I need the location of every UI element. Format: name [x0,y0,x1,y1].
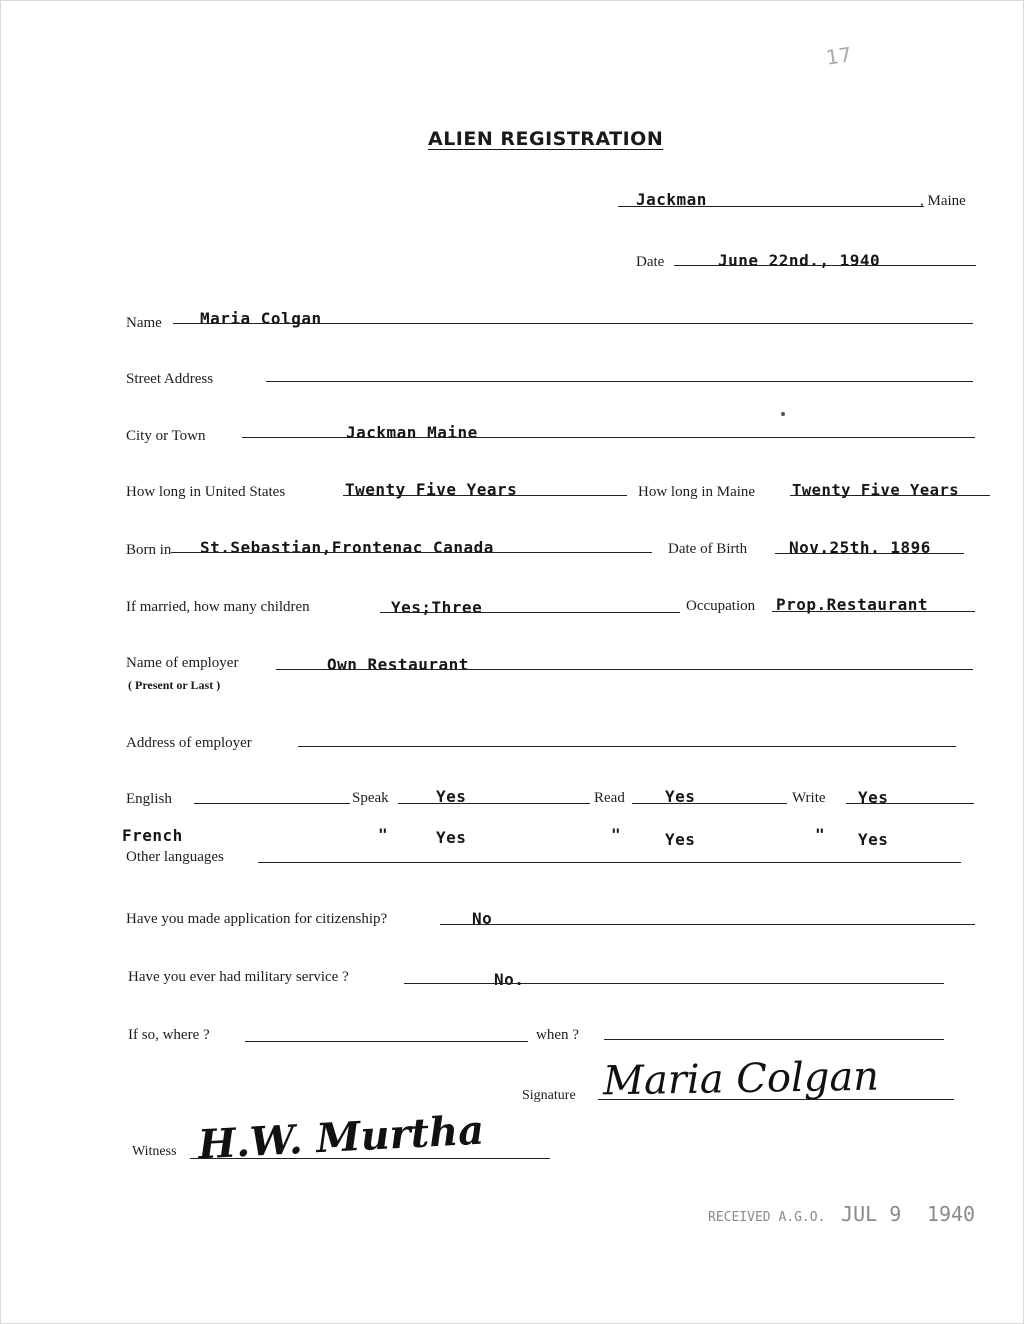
signature-handwriting: Maria Colgan [602,1053,880,1105]
occupation-value: Prop.Restaurant [776,595,928,614]
write-label: Write [792,790,826,806]
french-write-ditto: " [815,825,826,844]
town-line [618,206,924,207]
state-label: , Maine [920,193,966,209]
citizenship-label: Have you made application for citizenship? [126,911,388,927]
date-of-birth-label: Date of Birth [668,541,748,557]
how-long-maine-line [790,495,990,496]
town-value: Jackman [636,190,707,209]
speak-label: Speak [352,790,389,806]
received-stamp-year: 1940 [926,1202,976,1226]
military-label: Have you ever had military service ? [128,969,349,985]
french-label: French [122,826,183,845]
english-write-line [846,803,974,804]
name-label: Name [126,315,162,331]
street-address-label: Street Address [126,371,214,387]
employer-name-value: Own Restaurant [327,655,469,674]
children-value: Yes;Three [391,598,483,617]
received-stamp-date: JUL 9 [841,1202,902,1226]
how-long-us-value: Twenty Five Years [345,480,518,499]
speck-mark [781,412,785,416]
how-long-maine-label: How long in Maine [638,484,756,500]
other-languages-label: Other languages [126,849,224,865]
witness-handwriting: H.W. Murtha [196,1106,486,1169]
english-speak-line [398,803,590,804]
if-so-where-label: If so, where ? [128,1027,210,1043]
date-of-birth-value: Nov.25th. 1896 [789,538,931,557]
employer-name-line [276,669,973,670]
city-value: Jackman Maine [346,423,478,442]
born-in-label: Born in [126,542,172,558]
street-address-line [266,381,973,382]
signature-label: Signature [522,1088,576,1103]
page-number-mark: 17 [824,42,853,70]
born-in-line [171,552,652,553]
city-line [242,437,975,438]
name-value: Maria Colgan [200,309,322,328]
military-value: No. [494,970,525,989]
military-line [404,983,944,984]
signature-line [598,1099,954,1100]
how-long-us-label: How long in United States [126,484,286,500]
employer-name-label: Name of employer [126,655,239,671]
citizenship-value: No [472,909,493,928]
date-label: Date [636,254,665,270]
employer-name-sublabel: ( Present or Last ) [128,678,221,692]
french-read-ditto: " [611,825,622,844]
occupation-label: Occupation [686,598,756,614]
other-languages-line [258,862,961,863]
employer-address-line [298,746,956,747]
city-label: City or Town [126,428,206,444]
how-long-maine-value: Twenty Five Years [792,481,960,499]
date-value: June 22nd., 1940 [718,251,881,270]
received-stamp [708,1202,975,1226]
occupation-line [772,611,975,612]
french-speak-value: Yes [436,828,467,847]
english-speak-value: Yes [436,787,467,806]
citizenship-line [440,924,975,925]
how-long-us-line [343,495,627,496]
name-line [173,323,973,324]
born-in-value: St.Sebastian,Frontenac Canada [200,538,494,557]
date-line [674,265,976,266]
read-label: Read [594,790,625,806]
document-title: ALIEN REGISTRATION [428,128,664,150]
french-write-value: Yes [858,830,889,849]
received-stamp-text: RECEIVED A.G.O. [708,1210,826,1225]
children-label: If married, how many children [126,599,310,615]
english-read-line [632,803,787,804]
when-label: when ? [536,1027,579,1043]
if-so-where-line [245,1041,528,1042]
french-read-value: Yes [665,830,696,849]
english-read-value: Yes [665,787,696,806]
english-line [194,803,350,804]
french-speak-ditto: " [378,825,389,844]
when-line [604,1039,944,1040]
witness-line [190,1158,550,1159]
english-label: English [126,791,172,807]
date-of-birth-line [775,553,964,554]
children-line [380,612,680,613]
employer-address-label: Address of employer [126,735,252,751]
witness-label: Witness [132,1144,177,1159]
english-write-value: Yes [858,788,889,807]
